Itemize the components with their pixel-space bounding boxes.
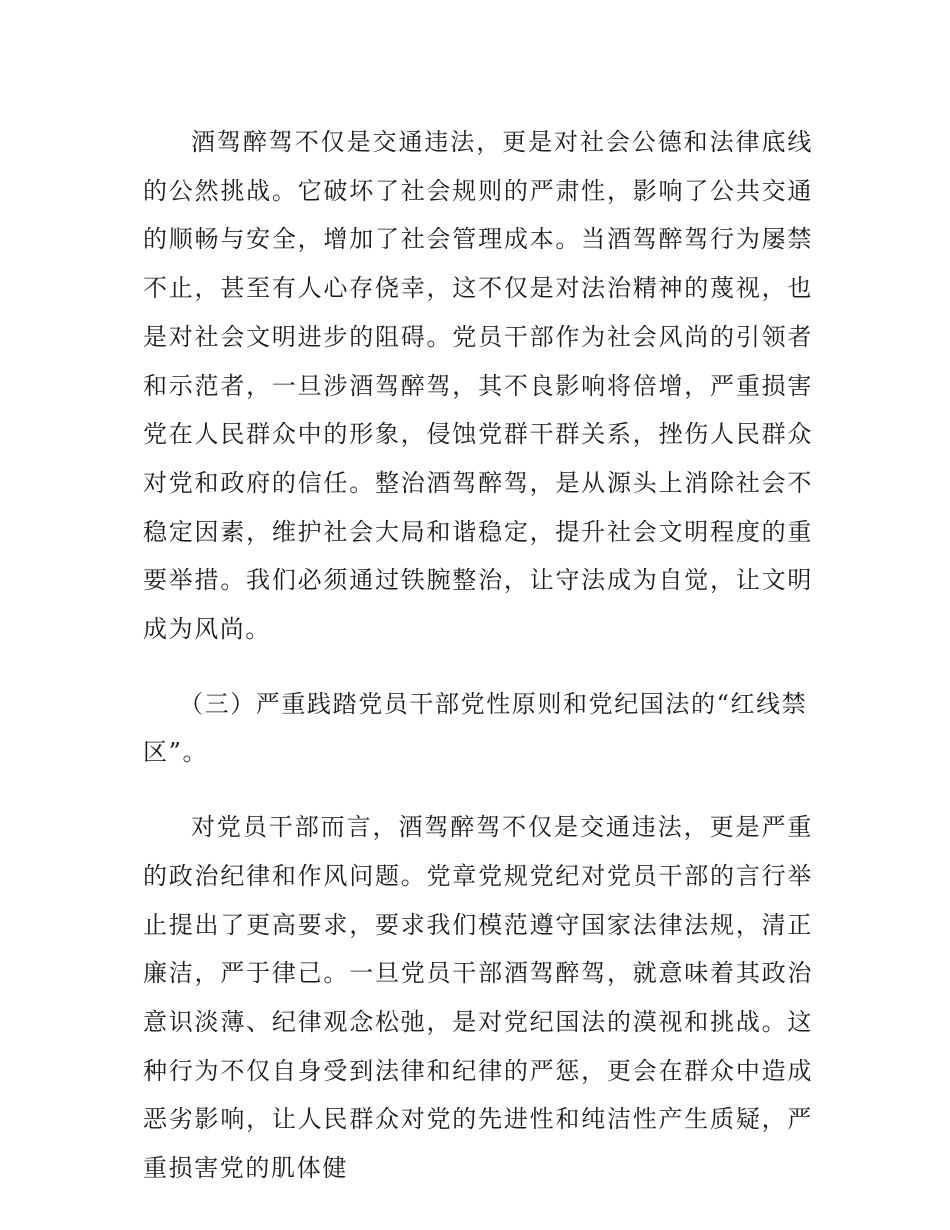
document-body [143, 118, 813, 1193]
paragraph-1: 酒驾醉驾不仅是交通违法，更是对社会公德和法律底线的公然挑战。它破坏了社会规则的严肃性，影响了公共交通的顺畅与安全，增加了社会管理成本。当酒驾醉驾行为屡禁不止，甚至有人心存侥幸，这不仅是对法治精神的蔑视，也是对社会文明进步的阻碍。党员干部作为社会风尚的引领者和示范者，一旦涉酒驾醉驾，其不良影响将倍增，严重损害党在人民群众中的形象，侵蚀党群干群关系，挫伤人民群众对党和政府的信任。整治酒驾醉驾，是从源头上消除社会不稳定因素，维护社会大局和谐稳定，提升社会文明程度的重要举措。我们必须通过铁腕整治，让守法成为自觉，让文明成为风尚。 [143, 128, 813, 644]
paragraph-2: 对党员干部而言，酒驾醉驾不仅是交通违法，更是严重的政治纪律和作风问题。党章党规党纪对党员干部的言行举止提出了更高要求，要求我们模范遵守国家法律法规，清正廉洁，严于律己。一旦党员干部酒驾醉驾，就意味着其政治意识淡薄、纪律观念松弛，是对党纪国法的漠视和挑战。这种行为不仅自身受到法律和纪律的严惩，更会在群众中造成恶劣影响，让人民群众对党的先进性和纯洁性产生质疑，严重损害党的肌体健 [143, 813, 813, 1183]
section-heading: （三）严重践踏党员干部党性原则和党纪国法的“红线禁区”。 [143, 689, 808, 767]
